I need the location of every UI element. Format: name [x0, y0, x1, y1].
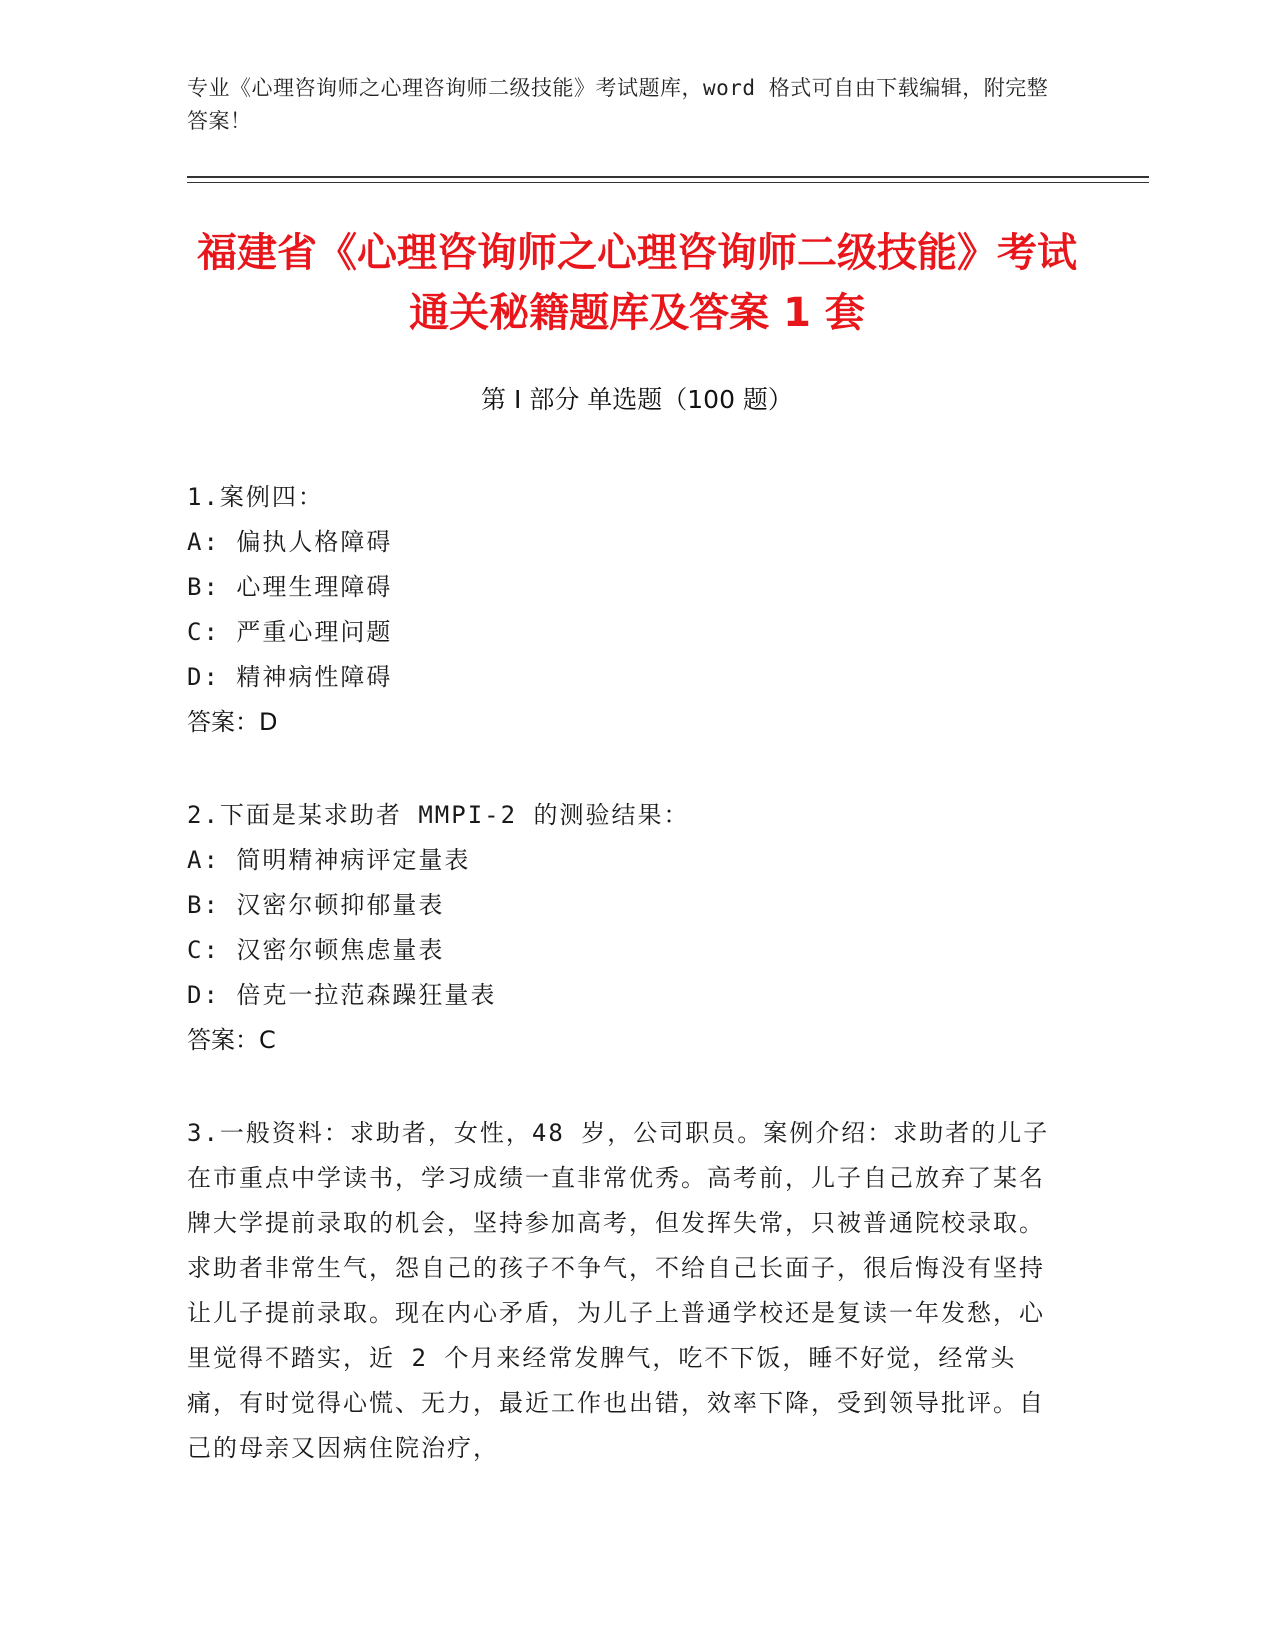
header-note: 专业《心理咨询师之心理咨询师二级技能》考试题库，word 格式可自由下载编辑，附完整答案！ — [187, 76, 1049, 133]
option-a: A: 简明精神病评定量表 — [187, 846, 471, 874]
question-2 — [187, 793, 1067, 1063]
question-stem: 3.一般资料：求助者，女性，48 岁，公司职员。案例介绍：求助者的儿子在市重点中学读书，学习成绩一直非常优秀。高考前，儿子自己放弃了某名牌大学提前录取的机会，坚持参加高考，但发挥失常，只被普通院校录取。求助者非常生气，怨自己的孩子不争气，不给自己长面子，很后悔没有坚持让儿子提前录取。现在内心矛盾，为儿子上普通学校还是复读一年发愁，心里觉得不踏实，近 2 个月来经常发脾气，吃不下饭，睡不好觉，经常头痛，有时觉得心慌、无力，最近工作也出错，效率下降，受到领导批评。自己的母亲又因病住院治疗， — [187, 1119, 1050, 1462]
option-c: C: 汉密尔顿焦虑量表 — [187, 936, 445, 964]
header-divider-thin — [187, 182, 1149, 183]
question-stem: 2.下面是某求助者 MMPI-2 的测验结果： — [187, 801, 690, 829]
option-a: A: 偏执人格障碍 — [187, 528, 393, 556]
option-d: D: 倍克一拉范森躁狂量表 — [187, 981, 497, 1009]
option-b: B: 心理生理障碍 — [187, 573, 393, 601]
option-c: C: 严重心理问题 — [187, 618, 393, 646]
answer: 答案：D — [187, 708, 278, 736]
question-stem: 1.案例四： — [187, 483, 324, 511]
option-b: B: 汉密尔顿抑郁量表 — [187, 891, 445, 919]
question-3 — [187, 1111, 1067, 1471]
answer: 答案：C — [187, 1026, 276, 1054]
header-divider-thick — [187, 176, 1149, 178]
question-1 — [187, 475, 1067, 745]
option-d: D: 精神病性障碍 — [187, 663, 393, 691]
document-title: 福建省《心理咨询师之心理咨询师二级技能》考试通关秘籍题库及答案 1 套 — [197, 230, 1077, 336]
question-list — [187, 475, 1067, 1519]
section-heading: 第 I 部分 单选题（100 题） — [481, 385, 793, 414]
